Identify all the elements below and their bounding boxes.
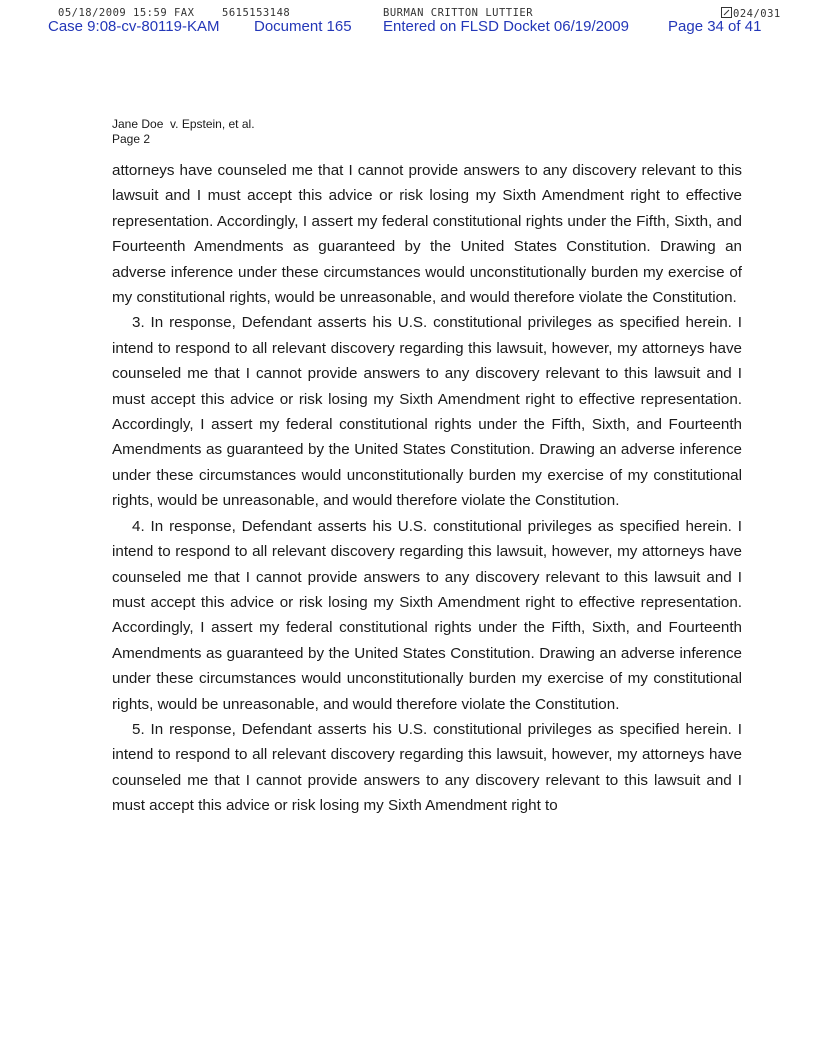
fax-number: 5615153148 <box>222 7 291 19</box>
case-caption <box>112 117 255 147</box>
ecf-header <box>48 18 813 36</box>
paragraph-3: 3. In response, Defendant asserts his U.S. constitutional privileges as specified herein. I intend to respond to all relevant discovery regarding this lawsuit, however, my attorneys have counseled me that I cannot provide answers to any discovery relevant to this lawsuit and I must accept this advice or risk losing my Sixth Amendment right to effective representation. Accordingly, I assert my federal constitutional rights under the Fifth, Sixth, and Fourteenth Amendments as guaranteed by the United States Constitution. Drawing an adverse inference under these circumstances would unconstitutionally burden my exercise of my constitutional rights, would be unreasonable, and would therefore violate the Constitution. <box>112 314 742 510</box>
fax-page-icon <box>721 7 732 18</box>
page-count: Page 34 of 41 <box>668 18 762 35</box>
fax-sender: BURMAN CRITTON LUTTIER <box>383 7 534 19</box>
paragraph-4: 4. In response, Defendant asserts his U.S. constitutional privileges as specified herein. I intend to respond to all relevant discovery regarding this lawsuit, however, my attorneys have counseled me that I cannot provide answers to any discovery relevant to this lawsuit and I must accept this advice or risk losing my Sixth Amendment right to effective representation. Accordingly, I assert my federal constitutional rights under the Fifth, Sixth, and Fourteenth Amendments as guaranteed by the United States Constitution. Drawing an adverse inference under these circumstances would unconstitutionally burden my exercise of my constitutional rights, would be unreasonable, and would therefore violate the Constitution. <box>112 517 742 713</box>
caption-title: Jane Doe v. Epstein, et al. <box>112 117 255 131</box>
paragraph-continued: attorneys have counseled me that I cannot provide answers to any discovery relevant to this lawsuit and I must accept this advice or risk losing my Sixth Amendment right to effective representation. Accordingly, I assert my federal constitutional rights under the Fifth, Sixth, and Fourteenth Amendments as guaranteed by the United States Constitution. Drawing an adverse inference under these circumstances would unconstitutionally burden my exercise of my constitutional rights, would be unreasonable, and would therefore violate the Constitution. <box>112 162 742 307</box>
document-number: Document 165 <box>254 18 352 35</box>
caption-page: Page 2 <box>112 132 151 146</box>
document-body <box>112 158 742 819</box>
case-number: Case 9:08-cv-80119-KAM <box>48 18 220 35</box>
paragraph-5: 5. In response, Defendant asserts his U.S. constitutional privileges as specified herein. I intend to respond to all relevant discovery regarding this lawsuit, however, my attorneys have counseled me that I cannot provide answers to any discovery relevant to this lawsuit and I must accept this advice or risk losing my Sixth Amendment right to <box>112 720 742 815</box>
fax-page-number: 024/031 <box>733 8 781 20</box>
fax-datetime: 05/18/2009 15:59 FAX <box>58 7 195 19</box>
docket-entry: Entered on FLSD Docket 06/19/2009 <box>383 18 629 35</box>
